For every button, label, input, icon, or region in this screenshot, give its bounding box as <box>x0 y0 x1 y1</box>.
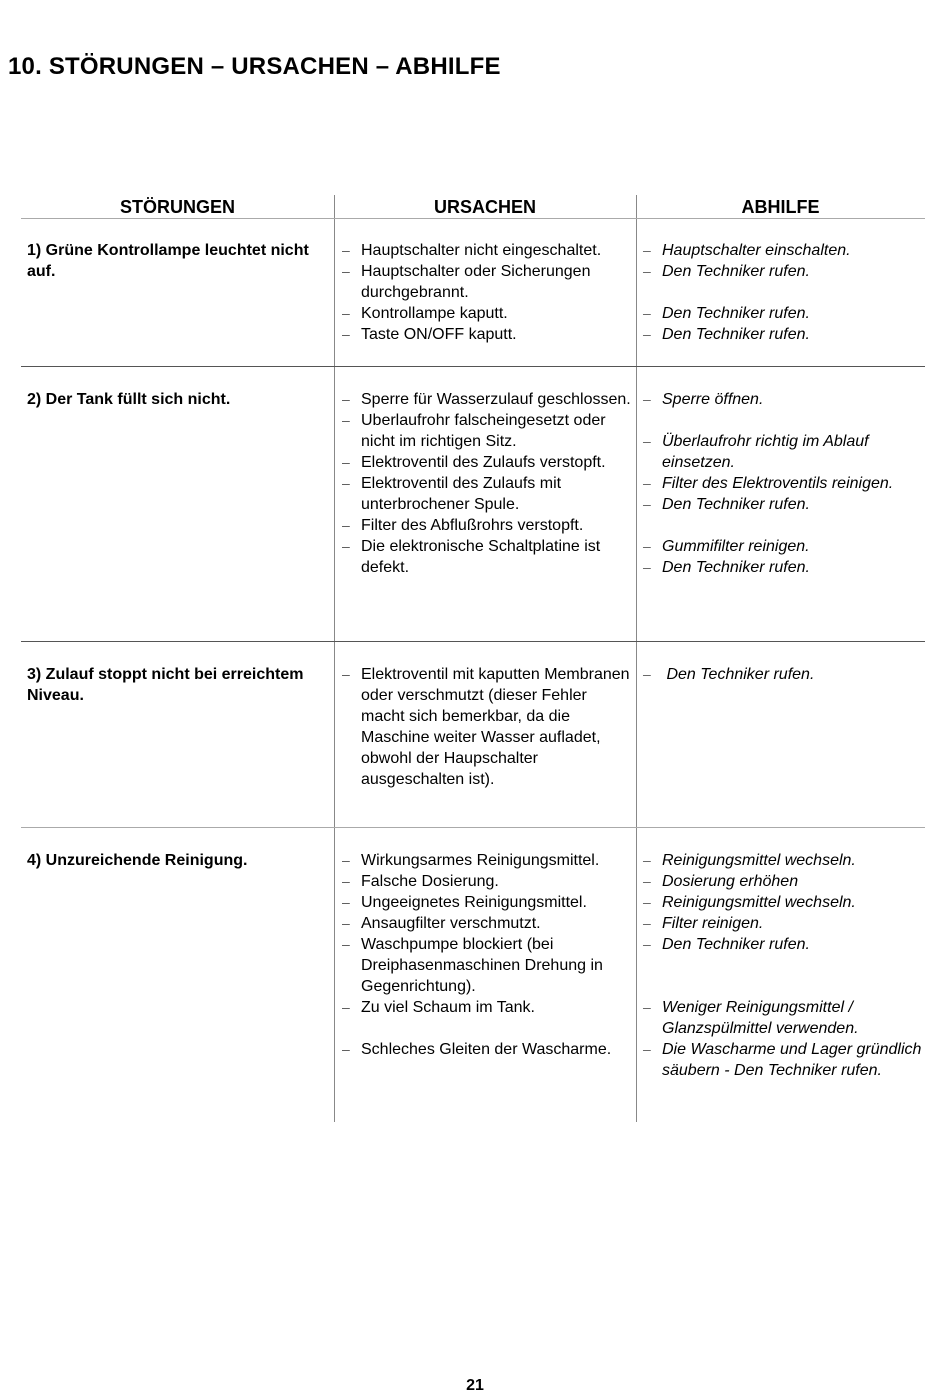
causes-list-1 <box>342 240 632 345</box>
row-divider <box>21 366 925 367</box>
list-item: – Uberlaufrohr falscheingesetzt oder nicht im richtigen Sitz. <box>342 410 632 452</box>
list-item: – Elektroventil mit kaputten Membranen oder verschmutzt (dieser Fehler macht sich bemerkbar, da die Maschine weiter Wasser aufladet, obwohl der Haupschalter ausgeschalten ist). <box>342 664 632 790</box>
list-item: – Reinigungsmittel wechseln. <box>643 892 923 913</box>
list-item: – Zu viel Schaum im Tank. <box>342 997 634 1018</box>
list-item: – Den Techniker rufen. <box>643 494 923 515</box>
column-divider <box>334 195 335 1122</box>
list-item: – Den Techniker rufen. <box>643 934 923 955</box>
list-item: – Elektroventil des Zulaufs mit unterbrochener Spule. <box>342 473 632 515</box>
problem-4: 4) Unzureichende Reinigung. <box>27 852 248 869</box>
header-ursachen: URSACHEN <box>433 197 536 217</box>
list-item: – Den Techniker rufen. <box>643 664 923 685</box>
problem-3: 3) Zulauf stoppt nicht bei erreichtem Niveau. <box>27 666 304 704</box>
causes-list-3 <box>342 664 632 790</box>
page-title: 10. STÖRUNGEN – URSACHEN – ABHILFE <box>8 53 501 80</box>
remedies-list-4 <box>643 850 923 1081</box>
list-item: – Reinigungsmittel wechseln. <box>643 850 923 871</box>
list-item: – Die Wascharme und Lager gründlich säubern - Den Techniker rufen. <box>643 1039 923 1081</box>
list-item: – Die elektronische Schaltplatine ist defekt. <box>342 536 632 578</box>
list-item: – Filter des Elektroventils reinigen. <box>643 473 923 494</box>
list-item: – Den Techniker rufen. <box>643 303 923 324</box>
causes-list-2 <box>342 389 632 578</box>
list-item: – Kontrollampe kaputt. <box>342 303 632 324</box>
list-item: – Taste ON/OFF kaputt. <box>342 324 632 345</box>
header-stoerungen: STÖRUNGEN <box>119 197 235 217</box>
list-item: – Filter reinigen. <box>643 913 923 934</box>
list-item: – Dosierung erhöhen <box>643 871 923 892</box>
header-abhilfe: ABHILFE <box>741 197 820 217</box>
list-item: – Filter des Abflußrohrs verstopft. <box>342 515 632 536</box>
list-item: – Schleches Gleiten der Wascharme. <box>342 1039 634 1060</box>
remedies-list-2 <box>643 389 923 578</box>
list-item: – Weniger Reinigungsmittel / Glanzspülmittel verwenden. <box>643 997 923 1039</box>
page-number: 21 <box>466 1377 484 1394</box>
list-item: – Waschpumpe blockiert (bei Dreiphasenmaschinen Drehung in Gegenrichtung). <box>342 934 634 997</box>
list-item: – Ungeeignetes Reinigungsmittel. <box>342 892 634 913</box>
list-item: – Hauptschalter oder Sicherungen durchgebrannt. <box>342 261 632 303</box>
list-item: – Überlaufrohr richtig im Ablauf einsetzen. <box>643 431 923 473</box>
list-item: – Sperre öffnen. <box>643 389 923 410</box>
list-item: – Falsche Dosierung. <box>342 871 634 892</box>
list-item: – Sperre für Wasserzulauf geschlossen. <box>342 389 632 410</box>
row-divider <box>21 827 925 828</box>
list-item: – Hauptschalter nicht eingeschaltet. <box>342 240 632 261</box>
list-item: – Ansaugfilter verschmutzt. <box>342 913 634 934</box>
row-divider <box>21 641 925 642</box>
problem-1: 1) Grüne Kontrollampe leuchtet nicht auf. <box>27 242 309 280</box>
list-item: – Gummifilter reinigen. <box>643 536 923 557</box>
remedies-list-1 <box>643 240 923 345</box>
list-item: – Den Techniker rufen. <box>643 557 923 578</box>
causes-list-4 <box>342 850 634 1060</box>
list-item: – Hauptschalter einschalten. <box>643 240 923 261</box>
list-item: – Elektroventil des Zulaufs verstopft. <box>342 452 632 473</box>
list-item: – Den Techniker rufen. <box>643 324 923 345</box>
remedies-list-3 <box>643 664 923 685</box>
problem-2: 2) Der Tank füllt sich nicht. <box>27 391 231 408</box>
troubleshooting-table <box>21 195 925 1122</box>
list-item: – Wirkungsarmes Reinigungsmittel. <box>342 850 634 871</box>
column-divider <box>636 195 637 1122</box>
list-item: – Den Techniker rufen. <box>643 261 923 282</box>
